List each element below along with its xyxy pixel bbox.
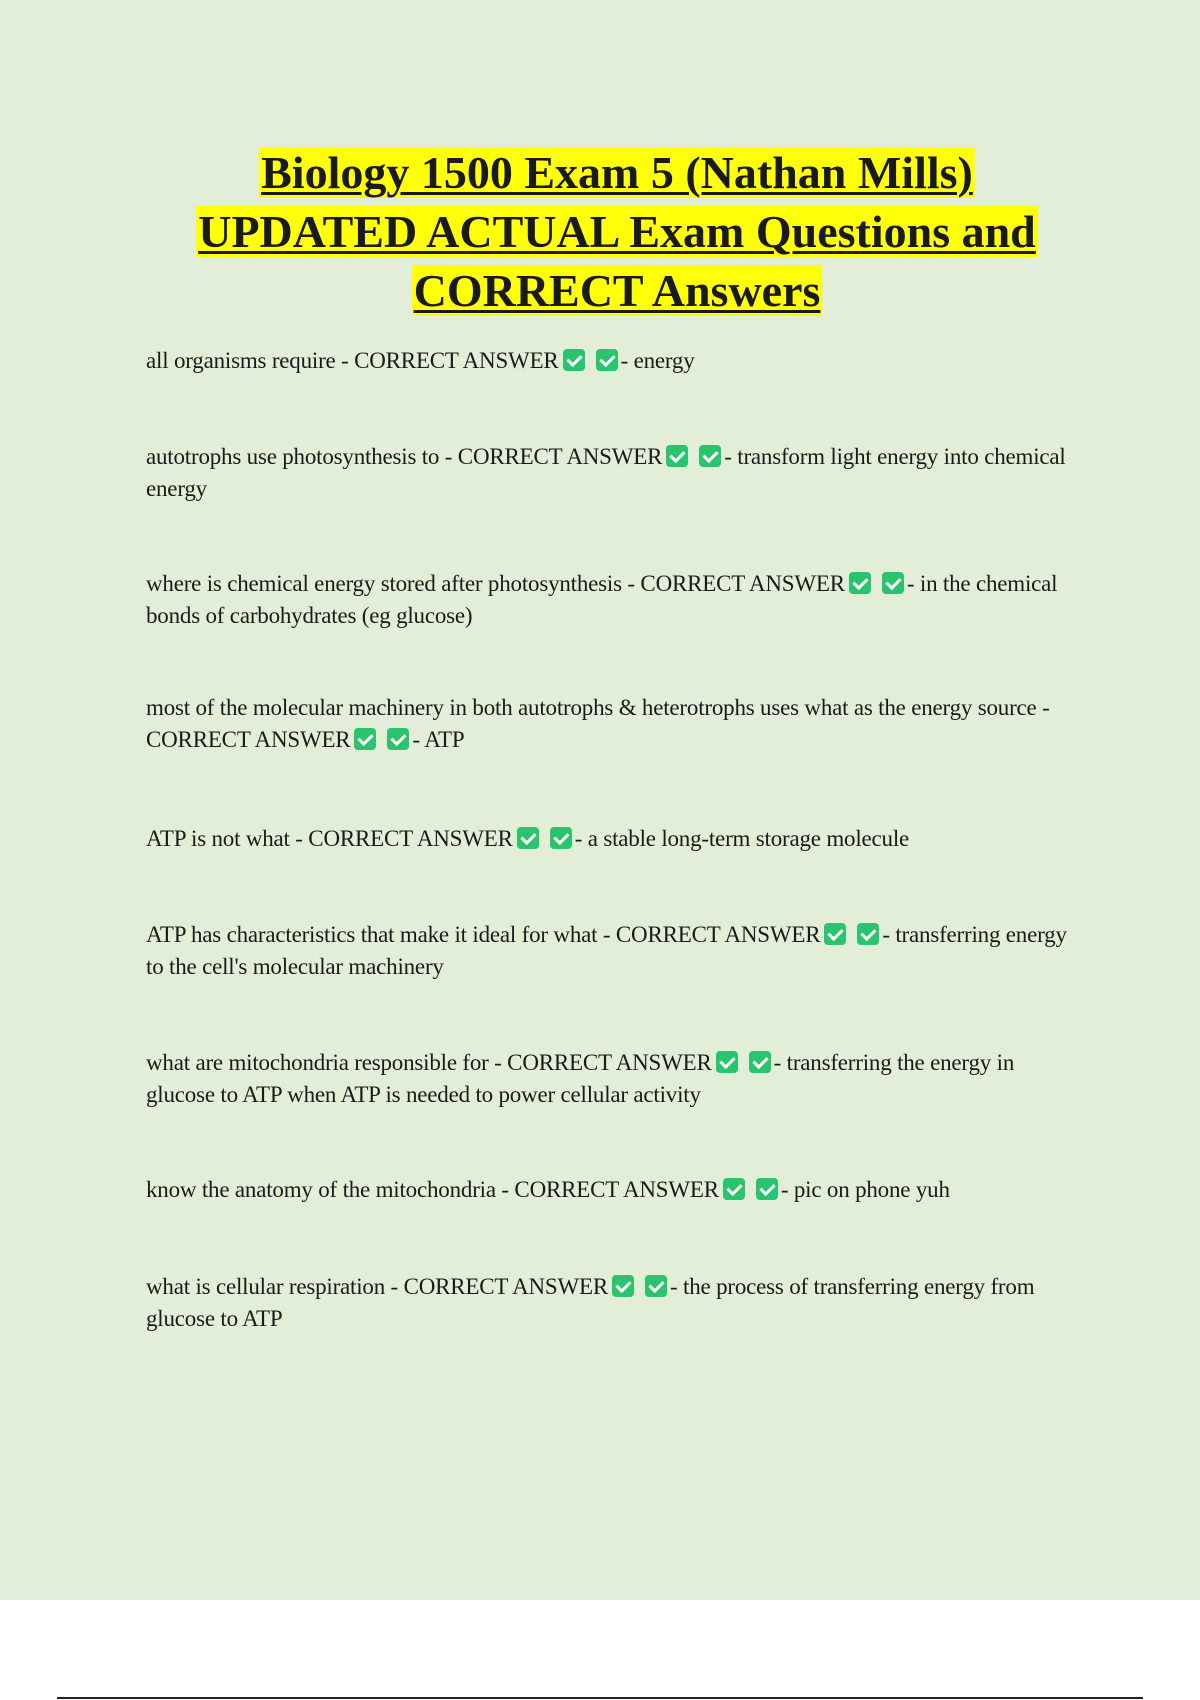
check-mark-icon [645, 1275, 667, 1297]
title-line-1: Biology 1500 Exam 5 (Nathan Mills) [261, 147, 973, 198]
question-text: all organisms require - [146, 348, 355, 373]
answer-marker: CORRECT ANSWER [146, 727, 351, 752]
answer-text: - the process of transferring energy from glucose to ATP [146, 1274, 1035, 1331]
answer-marker: CORRECT ANSWER [514, 1177, 719, 1202]
qa-item [146, 823, 1086, 855]
check-mark-icon [857, 923, 879, 945]
check-mark-icon [849, 572, 871, 594]
question-text: ATP has characteristics that make it ideal for what - [146, 922, 616, 947]
qa-item [146, 441, 1086, 505]
qa-item [146, 692, 1086, 756]
answer-text: - transferring the energy in glucose to ATP when ATP is needed to power cellular activity [146, 1050, 1015, 1107]
question-text: what is cellular respiration - [146, 1274, 404, 1299]
answer-marker: CORRECT ANSWER [507, 1050, 712, 1075]
check-mark-icon [756, 1178, 778, 1200]
check-mark-icon [699, 445, 721, 467]
answer-marker: CORRECT ANSWER [354, 348, 559, 373]
answer-marker: CORRECT ANSWER [615, 922, 821, 947]
check-mark-icon [749, 1051, 771, 1073]
question-text: what are mitochondria responsible for - [146, 1050, 508, 1075]
document-title [80, 143, 1154, 320]
answer-marker: CORRECT ANSWER [308, 826, 513, 851]
footer-divider [57, 1697, 1143, 1699]
question-text: ATP is not what - [146, 826, 309, 851]
check-mark-icon [666, 445, 688, 467]
answer-text: - ATP [412, 727, 465, 752]
check-mark-icon [723, 1178, 745, 1200]
check-mark-icon [716, 1051, 738, 1073]
question-text: know the anatomy of the mitochondria - [146, 1177, 515, 1202]
qa-item [146, 568, 1086, 632]
check-mark-icon [354, 728, 376, 750]
answer-marker: CORRECT ANSWER [457, 444, 663, 469]
qa-item [146, 345, 1086, 377]
answer-text: - in the chemical bonds of carbohydrates (eg glucose) [146, 571, 1058, 628]
qa-item [146, 1047, 1086, 1111]
answer-marker: CORRECT ANSWER [403, 1274, 609, 1299]
answer-text: - transferring energy to the cell's molecular machinery [146, 922, 1067, 979]
check-mark-icon [563, 349, 585, 371]
check-mark-icon [550, 827, 572, 849]
question-text: most of the molecular machinery in both autotrophs & heterotrophs uses what as the energy source - [146, 695, 1050, 720]
check-mark-icon [387, 728, 409, 750]
check-mark-icon [517, 827, 539, 849]
check-mark-icon [824, 923, 846, 945]
question-text: where is chemical energy stored after photosynthesis - [146, 571, 641, 596]
qa-item [146, 1271, 1086, 1335]
title-line-2: UPDATED ACTUAL Exam Questions and [198, 206, 1036, 257]
check-mark-icon [596, 349, 618, 371]
title-line-3: CORRECT Answers [413, 265, 821, 316]
check-mark-icon [612, 1275, 634, 1297]
answer-text: - pic on phone yuh [780, 1177, 950, 1202]
answer-text: - transform light energy into chemical energy [146, 444, 1066, 501]
answer-text: - a stable long-term storage molecule [574, 826, 910, 851]
check-mark-icon [882, 572, 904, 594]
answer-marker: CORRECT ANSWER [640, 571, 845, 596]
answer-text: - energy [620, 348, 695, 373]
question-text: autotrophs use photosynthesis to - [146, 444, 458, 469]
qa-item [146, 919, 1086, 983]
qa-item [146, 1174, 1086, 1206]
